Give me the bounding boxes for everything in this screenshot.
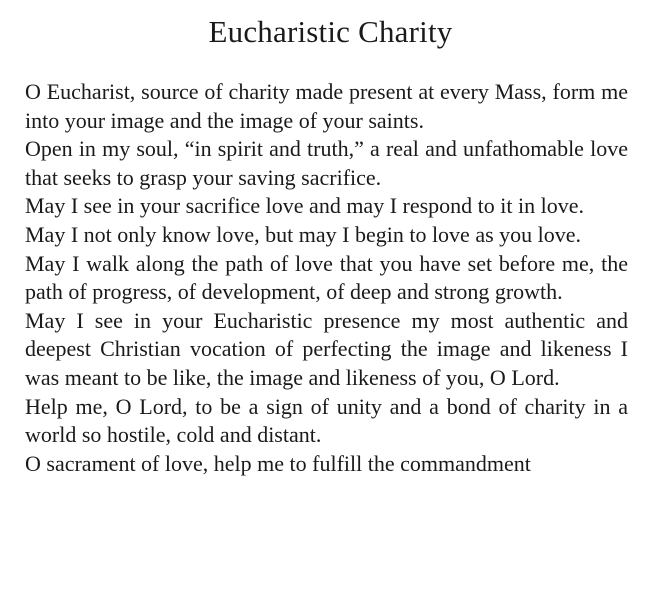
paragraph: O Eucharist, source of charity made present at every Mass, form me into your image and the image of your saints. xyxy=(25,79,628,133)
paragraph: Help me, O Lord, to be a sign of unity and a bond of charity in a world so hostile, cold and distant. xyxy=(25,393,628,448)
paragraph: May I walk along the path of love that you have set before me, the path of progress, of development, of deep and strong growth. xyxy=(25,250,628,305)
paragraph: Open in my soul, “in spirit and truth,” a real and unfathomable love that seeks to grasp your saving sacrifice. xyxy=(25,136,628,190)
paragraph: May I see in your sacrifice love and may I respond to it in love. xyxy=(25,193,585,219)
prayer-text xyxy=(25,78,628,478)
paragraph: O sacrament of love, help me to fulfill the commandment xyxy=(25,450,531,476)
page-title: Eucharistic Charity xyxy=(208,14,453,49)
paragraph: May I not only know love, but may I begin to love as you love. xyxy=(25,221,582,247)
paragraph: May I see in your Eucharistic presence my most authentic and deepest Christian vocation of perfecting the image and likeness I was meant to be like, the image and likeness of you, O Lord. xyxy=(25,307,628,390)
